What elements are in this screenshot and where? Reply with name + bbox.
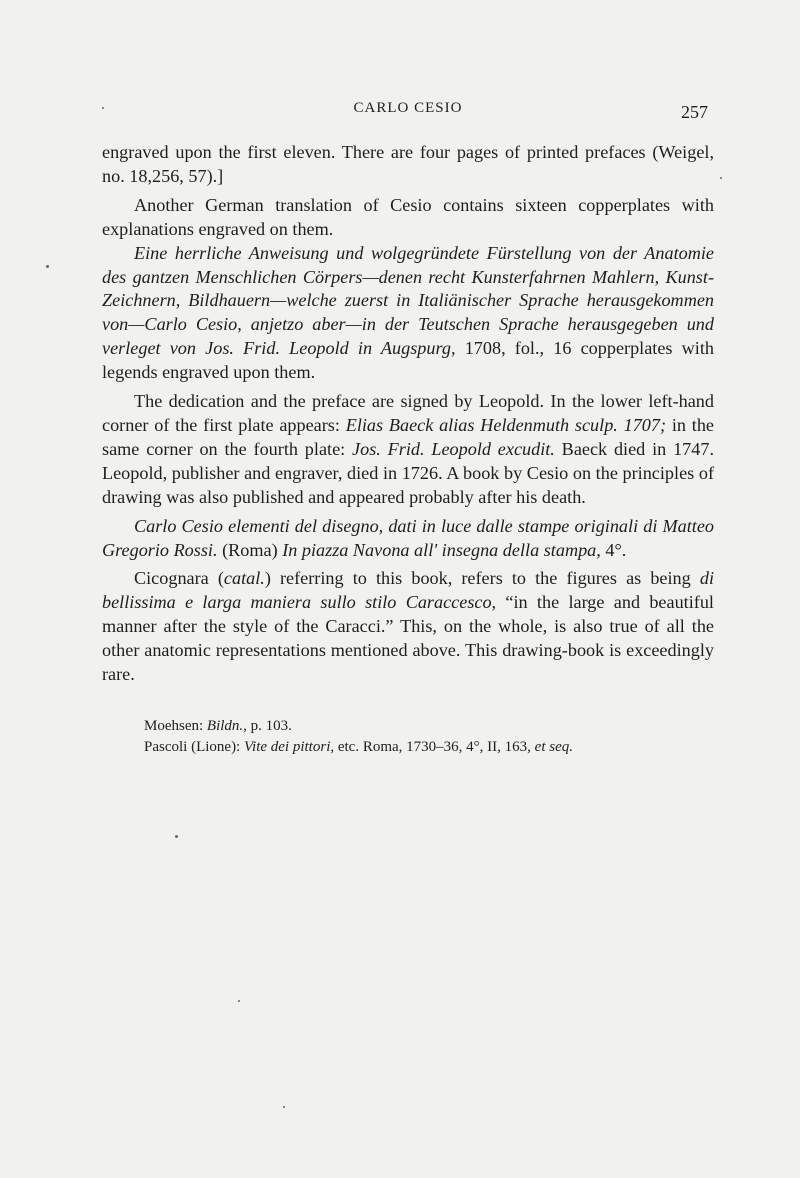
ink-speck [720,177,722,179]
reference-et-seq: et seq. [534,739,573,755]
paragraph-book-title-italian [102,515,714,563]
reference-moehsen [144,716,724,737]
paragraph-german-translation: Another German translation of Cesio contains sixteen copperplates with explanations engraved on them. [102,194,714,239]
reference-details: etc. Roma, 1730–36, 4°, II, 163, [334,739,535,755]
cicognara-text-3: “in the large and beautiful manner after the style of the Caracci.” This, on the whole, is also true of all the other anatomic representations mentioned above. This drawing-book is exceedingly rare. [102,592,714,685]
running-title: CARLO CESIO [353,100,463,116]
ink-speck [283,1106,285,1108]
catal-abbrev: catal. [223,568,265,589]
book-format: 4°. [600,539,627,560]
reference-author: Moehsen: [144,718,207,734]
cicognara-text-2: ) referring to this book, refers to the figures as being [264,568,700,589]
paragraph-continuation: engraved upon the first eleven. There are four pages of printed prefaces (Weigel, no. 18,256, 57).] [102,142,714,186]
paragraph-book-title-german [102,242,714,385]
book-details-german: 1708, fol., 16 copperplates with legends engraved upon them. [102,338,714,383]
reference-pascoli [144,737,724,758]
reference-page: , p. 103. [243,718,292,734]
running-head [102,100,714,124]
book-title-italian: Carlo Cesio elementi del disegno, dati in luce dalle stampe originali di Matteo Gregorio Rossi. [102,515,714,560]
body-text [102,141,714,687]
dedication-text-3: Baeck died in 1747. Leopold, publisher and engraver, died in 1726. A book by Cesio on the principles of drawing was also published and appeared probably after his death. [102,438,714,507]
ink-speck [102,107,104,109]
ink-speck [46,265,49,268]
cicognara-text: Cicognara ( [134,568,224,589]
references [144,716,724,758]
dedication-text: The dedication and the preface are signed by Leopold. In the lower left-hand corner of the first plate appears: [102,391,714,435]
paragraph-cicognara [102,567,714,687]
dedication-text-2: in the same corner on the fourth plate: [102,414,714,459]
paragraph-dedication [102,390,714,510]
plate-inscription-leopold: Jos. Frid. Leopold excudit. [352,438,555,459]
book-title-german: Eine herrliche Anweisung und wolgegründete Fürstellung von der Anatomie des gantzen Menschlichen Cörpers—denen recht Kunsterfahrnen Mahlern, Kunst-Zeichnern, Bildhauern—welche zuerst in Italiänischer Sprache herausgekommen von—Carlo Cesio, anjetzo aber—in der Teutschen Sprache herausgegeben und verleget von Jos. Frid. Leopold in Augspurg, [102,242,714,359]
page-number: 257 [681,102,708,122]
reference-work: Bildn. [206,718,244,734]
book-place: (Roma) [217,539,283,560]
plate-inscription-baeck: Elias Baeck alias Heldenmuth sculp. 1707; [345,414,667,435]
italian-quote: di bellissima e larga maniera sullo stilo Caraccesco, [102,568,714,613]
ink-speck [238,1000,240,1002]
reference-work: Vite dei pittori, [243,739,335,755]
ink-speck [175,835,178,838]
reference-author: Pascoli (Lione): [144,739,244,755]
book-publisher: In piazza Navona all' insegna della stampa, [282,539,601,560]
